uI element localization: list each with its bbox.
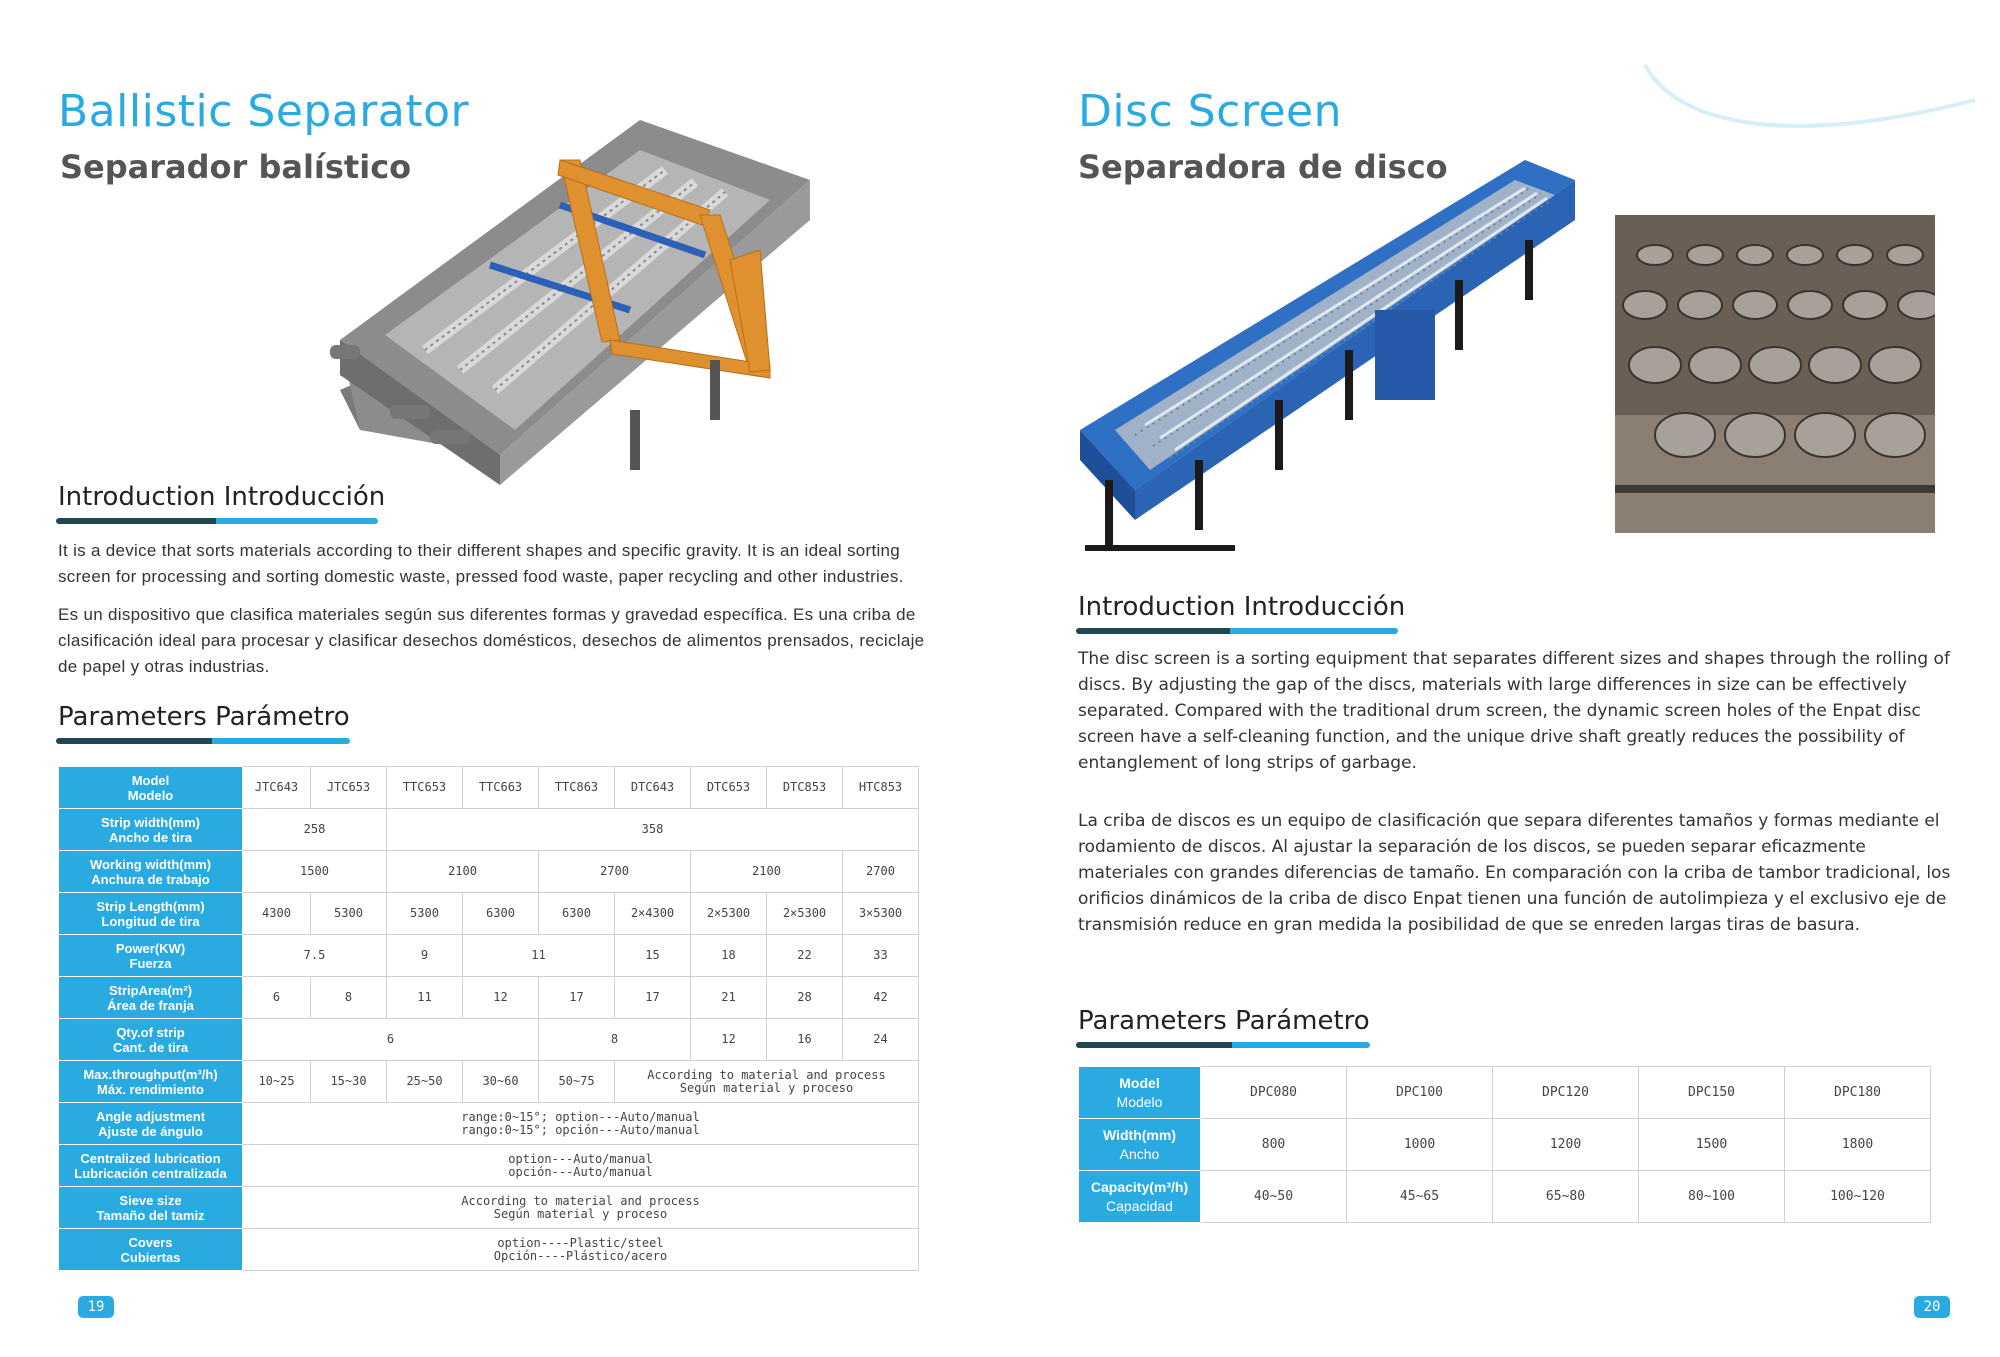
value-cell: 2700 [539,851,691,893]
disc-intro-en: The disc screen is a sorting equipment that separates different sizes and shapes through the rolling of discs. By adjusting the gap of the discs, materials with large differences in size can be effectively separated. Compared with the traditional drum screen, the dynamic screen holes of the Enpat disc screen have a self-cleaning function, and the unique drive shaft greatly reduces the possibility of entanglement of long strips of garbage. [1078,649,1950,773]
value-cell: 8 [311,977,387,1019]
value-cell: 1500 [1639,1119,1785,1171]
value-cell: 11 [463,935,615,977]
disc-intro-es: La criba de discos es un equipo de clasificación que separa diferentes tamaños y formas mediante el rodamiento de discos. Al ajustar la separación de los discos, se pueden separar eficazmente materiales con grandes diferencias de tamaño. En comparación con la criba de tambor tradicional, los orificios dinámicos de la criba de disco Enpat tienen una función de autolimpieza y el exclusivo eje de transmisión reduce en gran medida la posibilidad de que se enreden largas tiras de basura. [1078,811,1951,935]
row-power [59,935,919,977]
value-cell: 6 [243,1019,539,1061]
header-model: Model Modelo [59,767,243,809]
value-cell: 30~60 [463,1061,539,1103]
value-cell: 9 [387,935,463,977]
header-disc-model: Model Modelo [1079,1067,1201,1119]
value-cell: 17 [539,977,615,1019]
row-qty-strip [59,1019,919,1061]
row-lubrication [59,1145,919,1187]
value-cell: 1500 [243,851,387,893]
value-cell-merged: option----Plastic/steel Opción----Plástico/acero [243,1229,919,1271]
value-cell: 15~30 [311,1061,387,1103]
value-cell: 22 [767,935,843,977]
model-cell: DPC180 [1785,1067,1931,1119]
ballistic-intro-es: Es un dispositivo que clasifica materiales según sus diferentes formas y gravedad específica. Es una criba de clasificación ideal para procesar y clasificar desechos domésticos, desechos de alimentos prensados, reciclaje de papel y otras industrias. [58,605,925,676]
value-cell: 25~50 [387,1061,463,1103]
ballistic-params-table [58,766,919,1271]
value-cell: 2×5300 [691,893,767,935]
value-cell: 7.5 [243,935,387,977]
value-cell: 33 [843,935,919,977]
value-cell: 16 [767,1019,843,1061]
value-cell: 8 [539,1019,691,1061]
header-strip-width: Strip width(mm) Ancho de tira [59,809,243,851]
disc-params-underline [1076,1042,1370,1048]
value-cell-merged: According to material and process Según material y proceso [615,1061,919,1103]
value-cell: 3×5300 [843,893,919,935]
value-cell: 100~120 [1785,1171,1931,1223]
value-cell: 80~100 [1639,1171,1785,1223]
value-cell: 50~75 [539,1061,615,1103]
page-number-left: 19 [78,1296,114,1318]
value-cell: 1000 [1347,1119,1493,1171]
row-throughput [59,1061,919,1103]
model-cell: DPC100 [1347,1067,1493,1119]
model-cell: TTC863 [539,767,615,809]
value-cell: 4300 [243,893,311,935]
model-cell: JTC653 [311,767,387,809]
row-strip-length [59,893,919,935]
model-cell: DPC150 [1639,1067,1785,1119]
disc-title-en: Disc Screen [1078,86,1342,137]
disc-intro-underline [1076,628,1398,634]
ballistic-title-en: Ballistic Separator [58,86,470,137]
header-sieve: Sieve size Tamaño del tamiz [59,1187,243,1229]
decorative-arc [1640,60,1980,150]
disc-params-table [1078,1066,1931,1223]
value-cell: 28 [767,977,843,1019]
row-model [59,767,919,809]
model-cell: HTC853 [843,767,919,809]
header-qty-strip: Qty.of strip Cant. de tira [59,1019,243,1061]
value-cell: 5300 [387,893,463,935]
value-cell: 21 [691,977,767,1019]
ballistic-intro-heading: Introduction Introducción [58,482,386,512]
value-cell: 2700 [843,851,919,893]
row-strip-width [59,809,919,851]
value-cell: 18 [691,935,767,977]
page-number-right: 20 [1914,1296,1950,1318]
disc-screen-image [1075,160,1575,560]
header-power: Power(KW) Fuerza [59,935,243,977]
header-strip-length: Strip Length(mm) Longitud de tira [59,893,243,935]
row-angle [59,1103,919,1145]
ballistic-params-heading: Parameters Parámetro [58,702,350,732]
model-cell: DTC643 [615,767,691,809]
header-angle: Angle adjustment Ajuste de ángulo [59,1103,243,1145]
value-cell: 12 [463,977,539,1019]
model-cell: TTC653 [387,767,463,809]
row-disc-model [1079,1067,1931,1119]
header-strip-area: StripArea(m²) Área de franja [59,977,243,1019]
value-cell: 2100 [691,851,843,893]
value-cell: 2×4300 [615,893,691,935]
ballistic-separator-image [330,110,830,500]
value-cell-merged: range:0~15°; option---Auto/manual rango:0~15°; opción---Auto/manual [243,1103,919,1145]
model-cell: DPC080 [1201,1067,1347,1119]
disc-screen-photo [1615,215,1935,533]
header-disc-width: Width(mm) Ancho [1079,1119,1201,1171]
header-covers: Covers Cubiertas [59,1229,243,1271]
value-cell: 17 [615,977,691,1019]
value-cell: 258 [243,809,387,851]
model-cell: DTC653 [691,767,767,809]
value-cell: 6300 [463,893,539,935]
ballistic-params-underline [56,738,350,744]
value-cell: 11 [387,977,463,1019]
value-cell: 358 [387,809,919,851]
ballistic-intro-en: It is a device that sorts materials according to their different shapes and specific gravity. It is an ideal sorting screen for processing and sorting domestic waste, pressed food waste, paper recycling and other industries. [58,541,904,586]
model-cell: JTC643 [243,767,311,809]
value-cell: 2100 [387,851,539,893]
value-cell: 6 [243,977,311,1019]
header-lubrication: Centralized lubrication Lubricación centralizada [59,1145,243,1187]
value-cell: 1200 [1493,1119,1639,1171]
row-working-width [59,851,919,893]
value-cell: 42 [843,977,919,1019]
disc-title-es: Separadora de disco [1078,148,1448,186]
row-covers [59,1229,919,1271]
row-disc-width [1079,1119,1931,1171]
value-cell: 2×5300 [767,893,843,935]
value-cell: 40~50 [1201,1171,1347,1223]
value-cell: 45~65 [1347,1171,1493,1223]
value-cell: 1800 [1785,1119,1931,1171]
value-cell: 65~80 [1493,1171,1639,1223]
value-cell: 12 [691,1019,767,1061]
value-cell: 15 [615,935,691,977]
model-cell: DPC120 [1493,1067,1639,1119]
value-cell: 5300 [311,893,387,935]
row-strip-area [59,977,919,1019]
value-cell: 800 [1201,1119,1347,1171]
value-cell: 6300 [539,893,615,935]
disc-params-heading: Parameters Parámetro [1078,1006,1370,1036]
disc-intro-heading: Introduction Introducción [1078,592,1406,622]
model-cell: TTC663 [463,767,539,809]
header-disc-capacity: Capacity(m³/h) Capacidad [1079,1171,1201,1223]
ballistic-title-es: Separador balístico [60,148,412,186]
value-cell: 10~25 [243,1061,311,1103]
header-working-width: Working width(mm) Anchura de trabajo [59,851,243,893]
row-disc-capacity [1079,1171,1931,1223]
header-throughput: Max.throughput(m³/h) Máx. rendimiento [59,1061,243,1103]
model-cell: DTC853 [767,767,843,809]
value-cell-merged: option---Auto/manual opción---Auto/manual [243,1145,919,1187]
row-sieve [59,1187,919,1229]
value-cell: 24 [843,1019,919,1061]
ballistic-intro-underline [56,518,378,524]
value-cell-merged: According to material and process Según material y proceso [243,1187,919,1229]
